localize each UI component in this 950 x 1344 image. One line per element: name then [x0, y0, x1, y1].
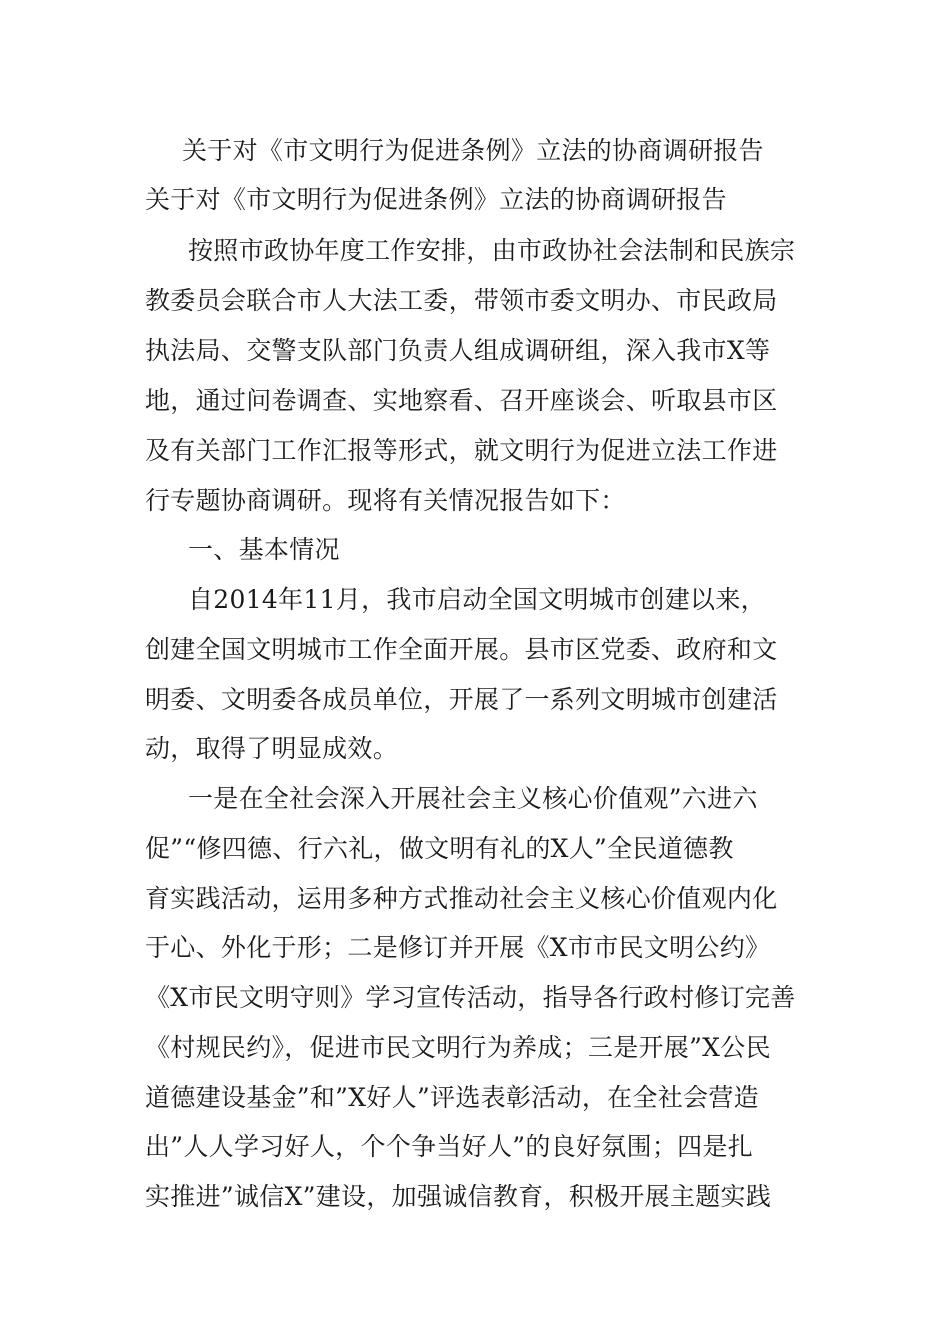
paragraph-line: 明委、文明委各成员单位，开展了一系列文明城市创建活 — [145, 685, 778, 714]
paragraph-line: 动，取得了明显成效。 — [145, 734, 399, 763]
paragraph-line: 地，通过问卷调查、实地察看、召开座谈会、听取县市区 — [145, 386, 778, 415]
paragraph-line: 执法局、交警支队部门负责人组成调研组，深入我市X等 — [145, 336, 771, 365]
document-title: 关于对《市文明行为促进条例》立法的协商调研报告 — [182, 136, 764, 165]
paragraph-line: 育实践活动，运用多种方式推动社会主义核心价值观内化 — [145, 884, 778, 913]
paragraph-line: 促”“修四德、行六礼，做文明有礼的X人”全民道德教 — [145, 834, 734, 863]
paragraph-line: 于心、外化于形；二是修订并开展《X市市民文明公约》 — [145, 933, 771, 962]
paragraph-line: 实推进”诚信X”建设，加强诚信教育，积极开展主题实践 — [145, 1182, 772, 1211]
paragraph-line: 教委员会联合市人大法工委，带领市委文明办、市民政局 — [145, 286, 778, 315]
paragraph-line: 《X市民文明守则》学习宣传活动，指导各行政村修订完善 — [145, 983, 796, 1012]
paragraph-line: 《村规民约》，促进市民文明行为养成；三是开展”X公民 — [145, 1033, 771, 1062]
paragraph-line: 自2014年11月，我市启动全国文明城市创建以来， — [188, 585, 766, 614]
paragraph-line: 行专题协商调研。现将有关情况报告如下： — [145, 486, 626, 515]
paragraph-line: 一是在全社会深入开展社会主义核心价值观”六进六 — [188, 784, 758, 813]
paragraph-line: 及有关部门工作汇报等形式，就文明行为促进立法工作进 — [145, 436, 778, 465]
paragraph-line: 道德建设基金”和”X好人”评选表彰活动，在全社会营造 — [145, 1083, 759, 1112]
paragraph-line: 创建全国文明城市工作全面开展。县市区党委、政府和文 — [145, 635, 778, 664]
paragraph-line: 出”人人学习好人，个个争当好人”的良好氛围；四是扎 — [145, 1132, 754, 1161]
section-heading: 一、基本情况 — [188, 535, 340, 564]
document-title-repeat: 关于对《市文明行为促进条例》立法的协商调研报告 — [145, 185, 727, 214]
paragraph-line: 按照市政协年度工作安排，由市政协社会法制和民族宗 — [188, 236, 796, 265]
